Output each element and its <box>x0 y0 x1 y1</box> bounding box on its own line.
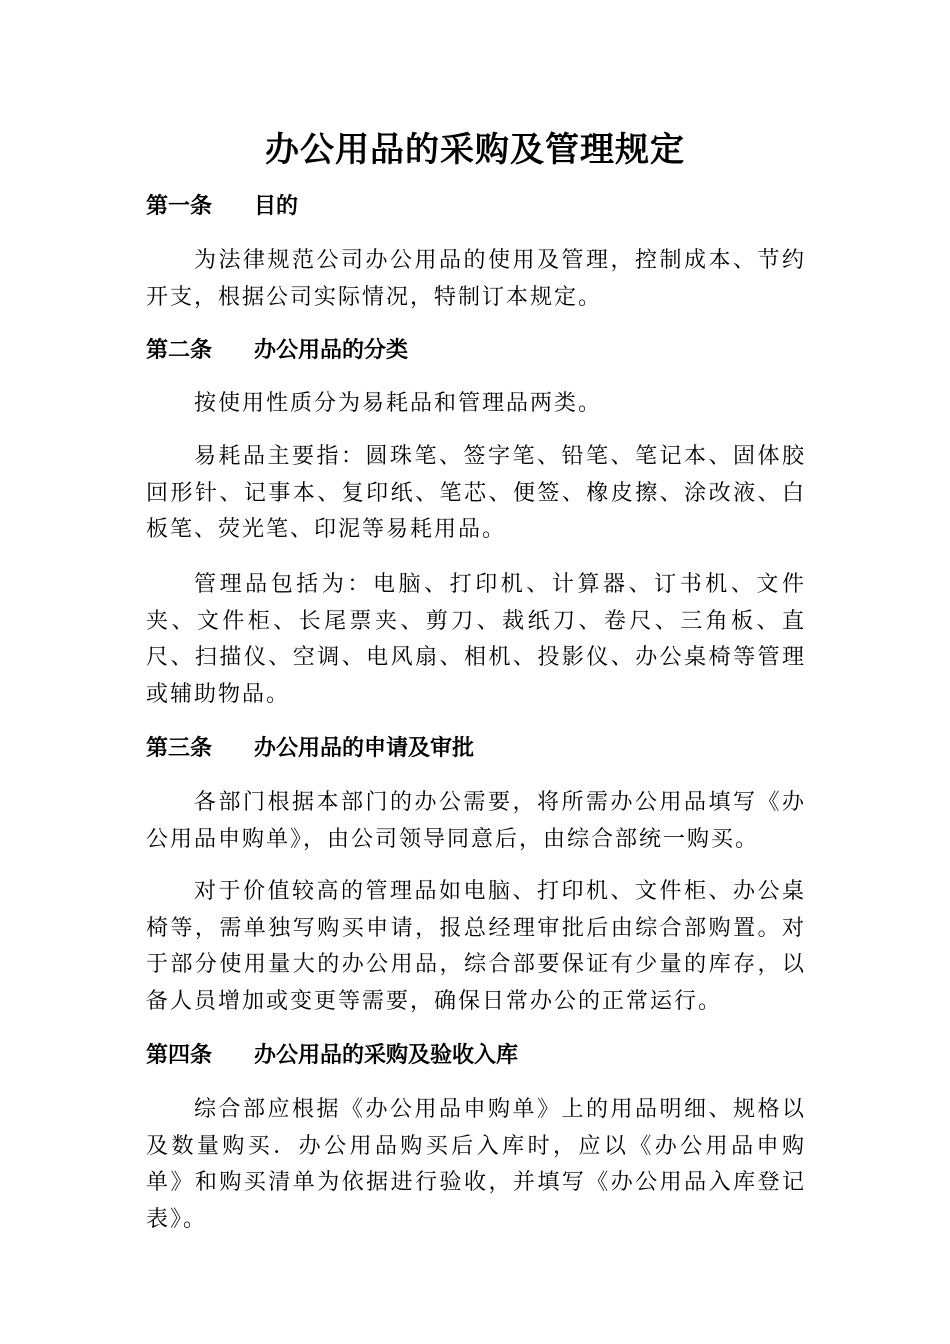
article-number: 第三条 <box>146 736 213 761</box>
article-heading <box>146 192 806 222</box>
article-1-paragraph-1-block <box>146 243 806 316</box>
paragraph: 综合部应根据《办公用品申购单》上的用品明细、规格以及数量购买．办公用品购买后入库时，应以《办公用品申购单》和购买清单为依据进行验收，并填写《办公用品入库登记表》。 <box>146 1097 806 1232</box>
paragraph: 各部门根据本部门的办公需要，将所需办公用品填写《办公用品申购单》，由公司领导同意后，由综合部统一购买。 <box>146 790 806 852</box>
article-heading-text: 办公用品的采购及验收入库 <box>254 1043 519 1068</box>
article-heading-text: 目的 <box>254 194 299 219</box>
paragraph: 为法律规范公司办公用品的使用及管理，控制成本、节约开支，根据公司实际情况，特制订本规定。 <box>146 248 806 310</box>
document-title: 办公用品的采购及管理规定 <box>265 130 685 170</box>
article-2-paragraph-3-block <box>146 567 806 713</box>
article-heading-text: 办公用品的申请及审批 <box>254 736 475 761</box>
article-1 <box>146 192 806 222</box>
article-number: 第一条 <box>146 194 213 219</box>
article-2-paragraph-2-block <box>146 439 806 549</box>
article-4-paragraph-1-block <box>146 1092 806 1238</box>
article-2 <box>146 336 806 366</box>
article-2-paragraph-1-block <box>146 386 806 423</box>
article-heading-text: 办公用品的分类 <box>254 338 409 363</box>
paragraph: 易耗品主要指：圆珠笔、签字笔、铅笔、笔记本、固体胶回形针、记事本、复印纸、笔芯、便签、橡皮擦、涂改液、白板笔、荧光笔、印泥等易耗用品。 <box>146 444 806 542</box>
article-3-paragraph-2-block <box>146 874 806 1020</box>
paragraph: 管理品包括为：电脑、打印机、计算器、订书机、文件夹、文件柜、长尾票夹、剪刀、裁纸刀、卷尺、三角板、直尺、扫描仪、空调、电风扇、相机、投影仪、办公桌椅等管理或辅助物品。 <box>146 572 806 707</box>
article-heading <box>146 734 806 764</box>
article-3 <box>146 734 806 764</box>
article-number: 第四条 <box>146 1043 213 1068</box>
article-heading <box>146 1041 806 1071</box>
article-3-paragraph-1-block <box>146 785 806 858</box>
paragraph: 对于价值较高的管理品如电脑、打印机、文件柜、办公桌椅等，需单独写购买申请，报总经理审批后由综合部购置。对于部分使用量大的办公用品，综合部要保证有少量的库存，以备人员增加或变更等需要，确保日常办公的正常运行。 <box>146 879 806 1014</box>
article-number: 第二条 <box>146 338 213 363</box>
article-heading <box>146 336 806 366</box>
paragraph: 按使用性质分为易耗品和管理品两类。 <box>194 391 603 416</box>
article-4 <box>146 1041 806 1071</box>
